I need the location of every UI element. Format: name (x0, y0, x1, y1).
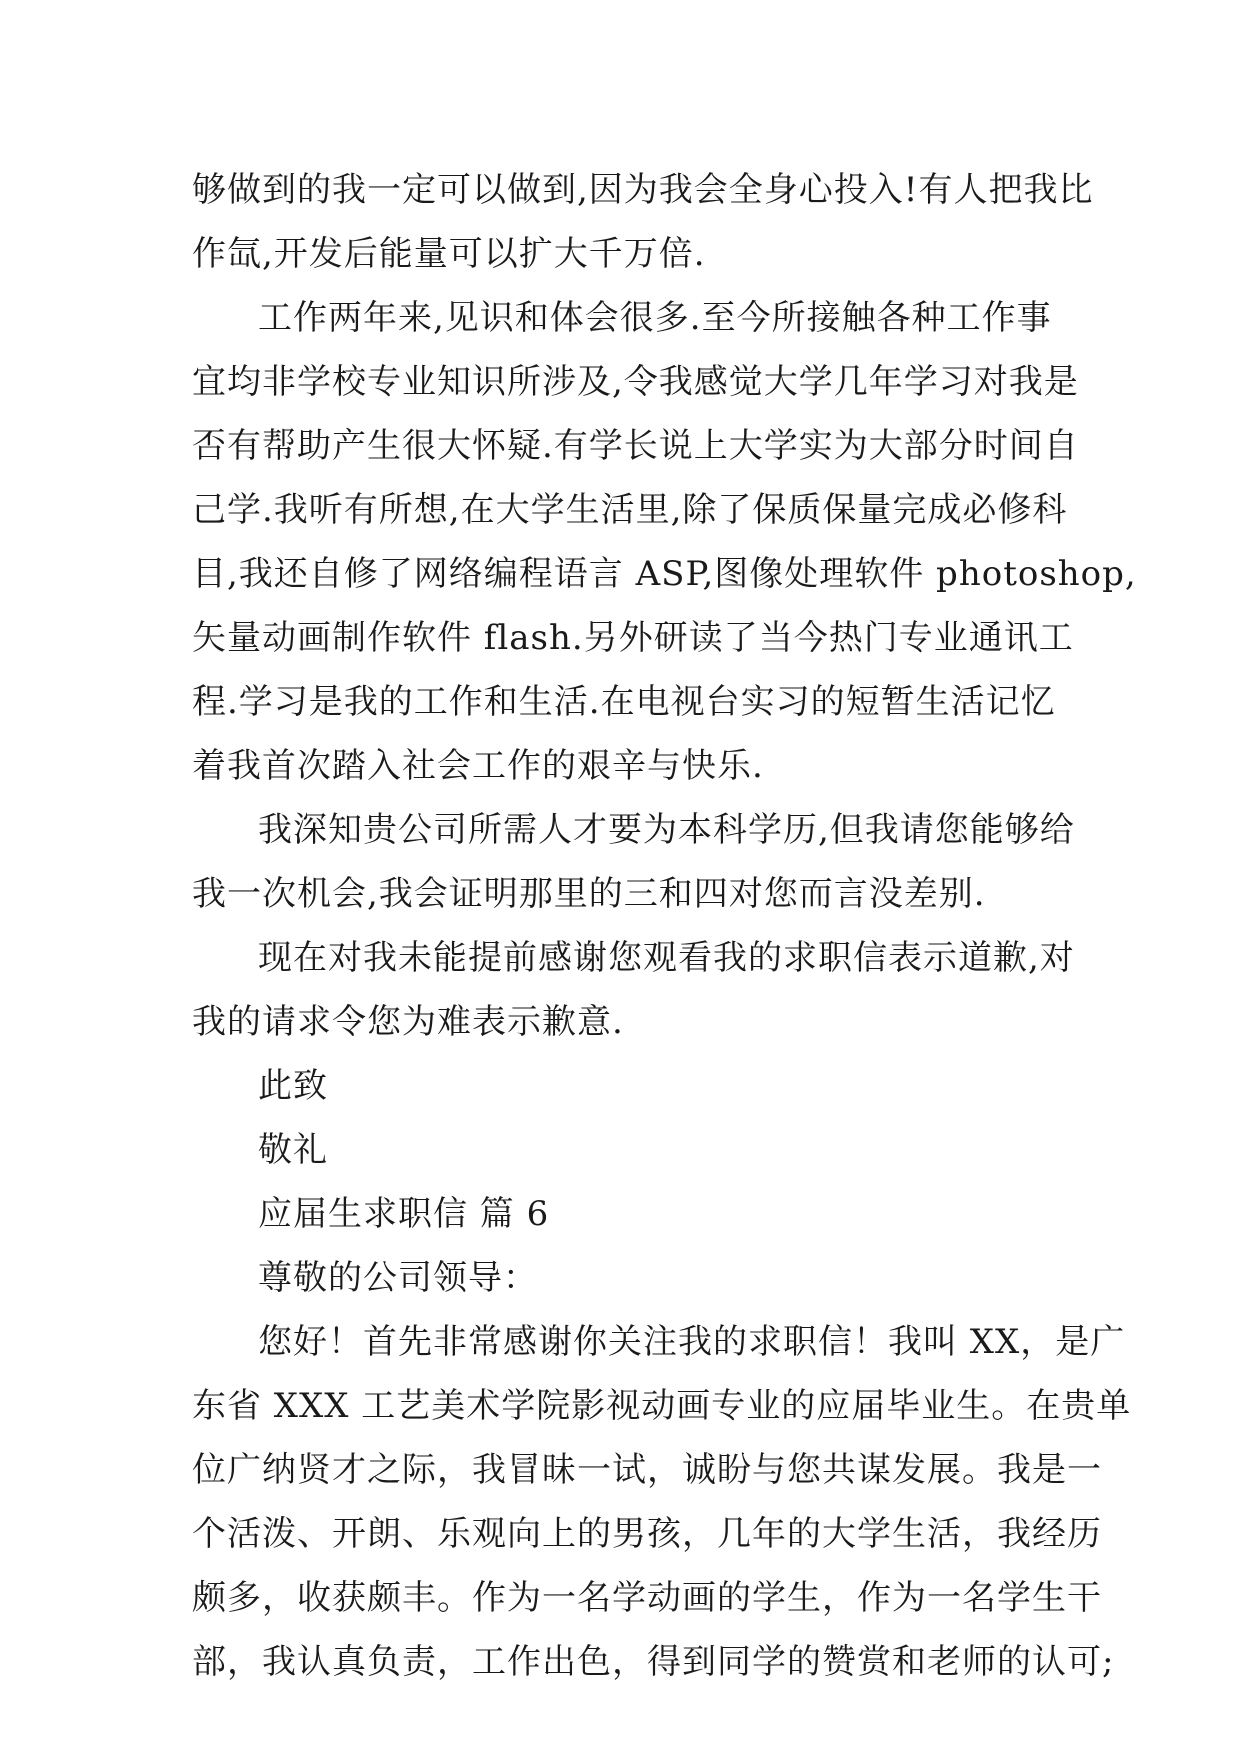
text-line: 否有帮助产生很大怀疑.有学长说上大学实为大部分时间自 (192, 426, 1079, 466)
text-line: 部，我认真负责，工作出色，得到同学的赞赏和老师的认可; (192, 1642, 1115, 1682)
text-line: 宜均非学校专业知识所涉及,令我感觉大学几年学习对我是 (192, 362, 1079, 402)
closing-line: 此致 (258, 1066, 328, 1106)
text-line: 我的请求令您为难表示歉意. (192, 1002, 624, 1042)
text-line: 作氙,开发后能量可以扩大千万倍. (192, 234, 706, 274)
paragraph-start-line: 工作两年来,见识和体会很多.至今所接触各种工作事 (258, 298, 1052, 338)
salutation-line: 敬礼 (258, 1130, 328, 1170)
text-line: 够做到的我一定可以做到,因为我会全身心投入!有人把我比 (192, 170, 1094, 210)
paragraph-start-line: 我深知贵公司所需人才要为本科学历,但我请您能够给 (258, 810, 1075, 850)
text-line: 目,我还自修了网络编程语言 ASP,图像处理软件 photoshop, (192, 554, 1137, 594)
text-line: 位广纳贤才之际，我冒昧一试，诚盼与您共谋发展。我是一 (192, 1450, 1102, 1490)
section-heading: 应届生求职信 篇 6 (258, 1194, 550, 1234)
text-line: 着我首次踏入社会工作的艰辛与快乐. (192, 746, 764, 786)
text-line: 矢量动画制作软件 flash.另外研读了当今热门专业通讯工 (192, 618, 1074, 658)
letter-body (192, 158, 1137, 1694)
text-line: 东省 XXX 工艺美术学院影视动画专业的应届毕业生。在贵单 (192, 1386, 1132, 1426)
text-line: 颇多，收获颇丰。作为一名学动画的学生，作为一名学生干 (192, 1578, 1102, 1618)
greeting-line: 尊敬的公司领导： (258, 1258, 538, 1298)
text-line: 己学.我听有所想,在大学生活里,除了保质保量完成必修科 (192, 490, 1068, 530)
paragraph-start-line: 现在对我未能提前感谢您观看我的求职信表示道歉,对 (258, 938, 1075, 978)
text-line: 我一次机会,我会证明那里的三和四对您而言没差别. (192, 874, 986, 914)
text-line: 个活泼、开朗、乐观向上的男孩，几年的大学生活，我经历 (192, 1514, 1102, 1554)
paragraph-start-line: 您好！首先非常感谢你关注我的求职信！我叫 XX，是广 (258, 1322, 1126, 1362)
text-line: 程.学习是我的工作和生活.在电视台实习的短暂生活记忆 (192, 682, 1056, 722)
